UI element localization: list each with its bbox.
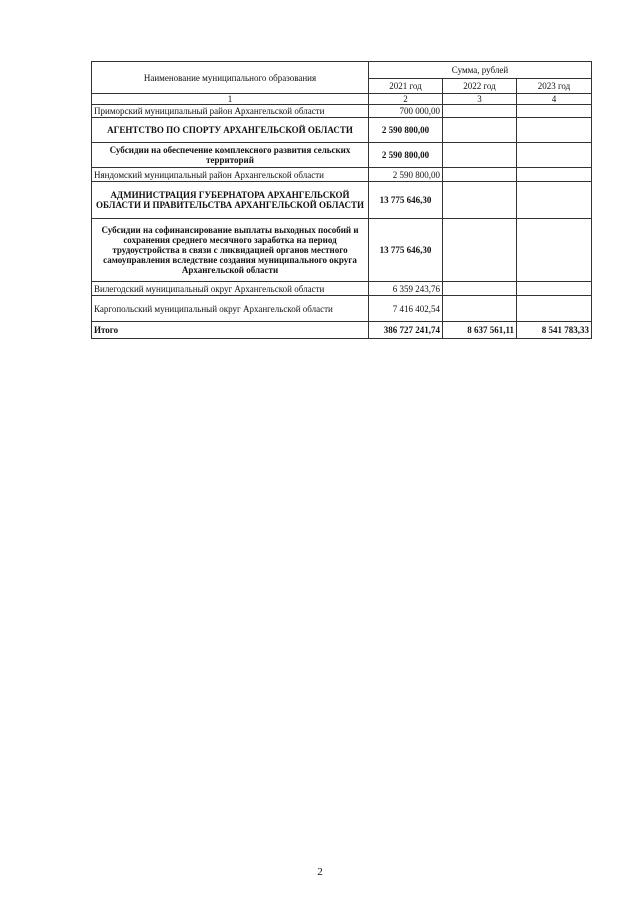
amount-2022 — [443, 219, 517, 282]
total-label: Итого — [92, 322, 369, 339]
amount-2022 — [443, 143, 517, 168]
amount-2022 — [443, 182, 517, 219]
table-row — [92, 105, 592, 118]
agency-name: АГЕНТСТВО ПО СПОРТУ АРХАНГЕЛЬСКОЙ ОБЛАСТИ — [92, 118, 369, 143]
column-number: 4 — [517, 94, 592, 105]
table-row — [92, 296, 592, 322]
budget-table — [91, 61, 592, 339]
total-row — [92, 322, 592, 339]
amount-2022 — [443, 296, 517, 322]
table-row — [92, 219, 592, 282]
column-number: 3 — [443, 94, 517, 105]
amount-2021: 2 590 800,00 — [369, 168, 443, 182]
agency-name: АДМИНИСТРАЦИЯ ГУБЕРНАТОРА АРХАНГЕЛЬСКОЙ ОБЛАСТИ И ПРАВИТЕЛЬСТВА АРХАНГЕЛЬСКОЙ ОБЛАСТИ — [92, 182, 369, 219]
amount-2021: 13 775 646,30 — [369, 219, 443, 282]
column-number: 2 — [369, 94, 443, 105]
municipality-name: Няндомский муниципальный район Архангельской области — [92, 168, 369, 182]
amount-2021: 7 416 402,54 — [369, 296, 443, 322]
municipality-name: Вилегодский муниципальный округ Архангельской области — [92, 282, 369, 296]
amount-2021: 2 590 800,00 — [369, 118, 443, 143]
amount-2021: 700 000,00 — [369, 105, 443, 118]
amount-2023 — [517, 219, 592, 282]
page-number: 2 — [317, 866, 323, 878]
amount-2022 — [443, 105, 517, 118]
header-sum-caption: Сумма, рублей — [369, 62, 592, 79]
amount-2023 — [517, 105, 592, 118]
header-name-column: Наименование муниципального образования — [92, 62, 369, 94]
amount-2022 — [443, 168, 517, 182]
amount-2023 — [517, 118, 592, 143]
amount-2023 — [517, 282, 592, 296]
total-2021: 386 727 241,74 — [369, 322, 443, 339]
amount-2021: 13 775 646,30 — [369, 182, 443, 219]
column-number: 1 — [92, 94, 369, 105]
amount-2021: 6 359 243,76 — [369, 282, 443, 296]
subsidy-name: Субсидии на обеспечение комплексного развития сельских территорий — [92, 143, 369, 168]
table-row — [92, 168, 592, 182]
header-year-2022: 2022 год — [443, 79, 517, 94]
total-2022: 8 637 561,11 — [443, 322, 517, 339]
amount-2022 — [443, 118, 517, 143]
amount-2023 — [517, 143, 592, 168]
table-row — [92, 118, 592, 143]
amount-2022 — [443, 282, 517, 296]
total-2023: 8 541 783,33 — [517, 322, 592, 339]
header-year-2023: 2023 год — [517, 79, 592, 94]
header-year-2021: 2021 год — [369, 79, 443, 94]
table-row — [92, 182, 592, 219]
amount-2023 — [517, 182, 592, 219]
table-row — [92, 282, 592, 296]
amount-2023 — [517, 296, 592, 322]
municipality-name: Каргопольский муниципальный округ Архангельской области — [92, 296, 369, 322]
municipality-name: Приморский муниципальный район Архангельской области — [92, 105, 369, 118]
amount-2021: 2 590 800,00 — [369, 143, 443, 168]
subsidy-name: Субсидии на софинансирование выплаты выходных пособий и сохранения среднего месячного заработка на период трудоустройства в связи с ликвидацией органов местного самоуправления вследствие создания муниципального округа Архангельской области — [92, 219, 369, 282]
table-row — [92, 143, 592, 168]
amount-2023 — [517, 168, 592, 182]
